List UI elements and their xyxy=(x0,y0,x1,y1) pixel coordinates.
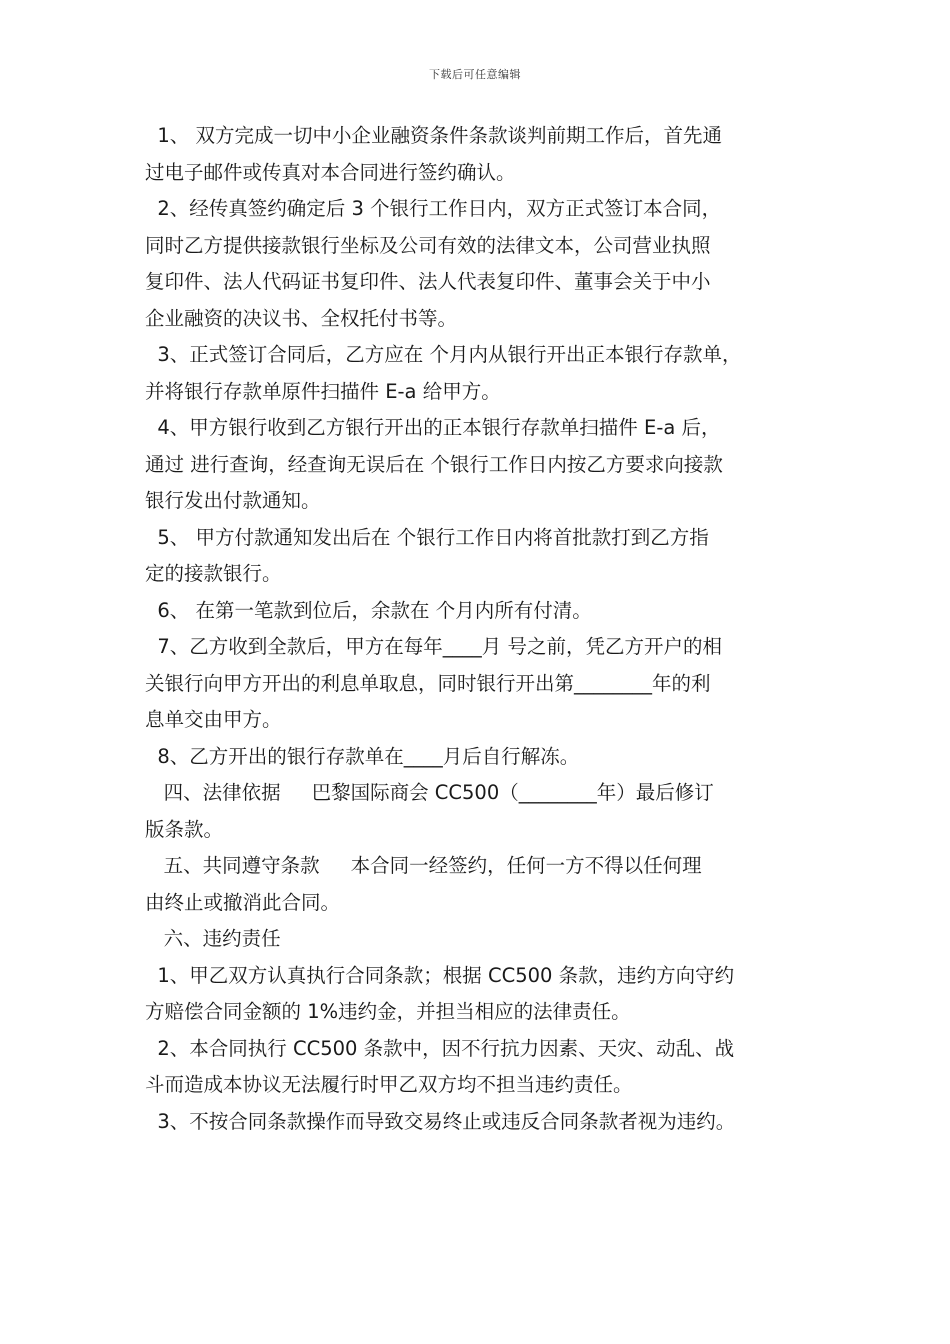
text-line: 8、乙方开出的银行存款单在____月后自行解冻。 xyxy=(145,744,580,768)
text-line: 3、不按合同条款操作而导致交易终止或违反合同条款者视为违约。 xyxy=(145,1109,736,1133)
text-line: 六、违约责任 xyxy=(145,927,281,950)
page-header: 下载后可任意编辑 xyxy=(429,68,521,81)
text-line: 6、 在第一笔款到位后，余款在 个月内所有付清。 xyxy=(145,598,592,622)
text-line: 息单交由甲方。 xyxy=(145,708,282,731)
text-line: 2、本合同执行 CC500 条款中，因不行抗力因素、天灾、动乱、战 xyxy=(145,1036,735,1060)
text-line: 同时乙方提供接款银行坐标及公司有效的法律文本，公司营业执照 xyxy=(145,233,711,257)
text-line: 1、 双方完成一切中小企业融资条件条款谈判前期工作后，首先通 xyxy=(145,124,723,147)
text-line: 5、 甲方付款通知发出后在 个银行工作日内将首批款打到乙方指 xyxy=(145,525,709,549)
text-line: 由终止或撤消此合同。 xyxy=(145,890,341,914)
document-body xyxy=(145,118,825,1140)
text-line: 斗而造成本协议无法履行时甲乙双方均不担当违约责任。 xyxy=(145,1073,633,1096)
text-line: 版条款。 xyxy=(145,817,224,841)
text-line: 4、甲方银行收到乙方银行开出的正本银行存款单扫描件 E-a 后， xyxy=(145,416,721,439)
text-line: 关银行向甲方开出的利息单取息，同时银行开出第________年的利 xyxy=(145,671,711,695)
text-line: 通过 进行查询，经查询无误后在 个银行工作日内按乙方要求向接款 xyxy=(145,452,723,476)
text-line: 方赔偿合同金额的 1%违约金，并担当相应的法律责任。 xyxy=(145,1000,631,1023)
text-line: 复印件、法人代码证书复印件、法人代表复印件、董事会关于中小 xyxy=(145,270,711,293)
text-line: 企业融资的决议书、全权托付书等。 xyxy=(145,306,458,330)
text-line: 并将银行存款单原件扫描件 E-a 给甲方。 xyxy=(145,379,501,403)
text-line: 2、经传真签约确定后 3 个银行工作日内，双方正式签订本合同， xyxy=(145,197,722,220)
text-line: 四、法律依据 巴黎国际商会 CC500（________年）最后修订 xyxy=(145,781,714,804)
text-line: 定的接款银行。 xyxy=(145,562,282,585)
text-line: 1、甲乙双方认真执行合同条款；根据 CC500 条款，违约方向守约 xyxy=(145,963,735,987)
text-line: 3、正式签订合同后，乙方应在 个月内从银行开出正本银行存款单， xyxy=(145,343,742,366)
text-line: 过电子邮件或传真对本合同进行签约确认。 xyxy=(145,160,516,184)
text-line: 银行发出付款通知。 xyxy=(145,489,321,512)
text-line: 7、乙方收到全款后，甲方在每年____月 号之前，凭乙方开户的相 xyxy=(145,635,723,658)
text-line: 五、共同遵守条款 本合同一经签约，任何一方不得以任何理 xyxy=(145,854,702,877)
